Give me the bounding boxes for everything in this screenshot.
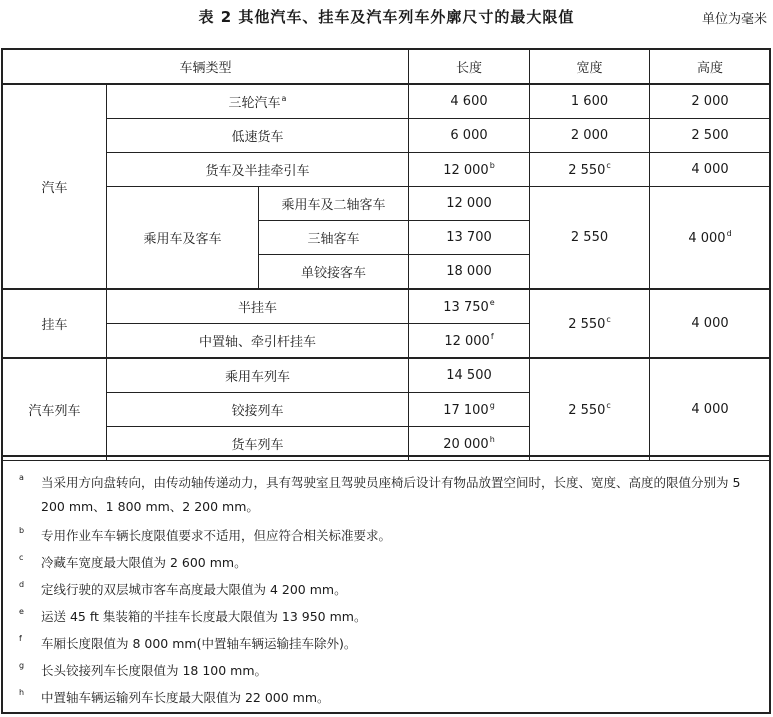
footnote-item: a 当采用方向盘转向，由传动轴传递动力，具有驾驶室且驾驶员座椅后设计有物品放置空间时，长度、宽度、高度的限值分别为 5 200 mm、1 800 mm、2 200 mm。 <box>41 471 753 519</box>
cell-height: 2 000 <box>650 84 771 119</box>
header-length: 长度 <box>409 50 530 85</box>
footnote-item: f 车厢长度限值为 8 000 mm(中置轴车辆运输挂车除外)。 <box>41 630 753 657</box>
footnote-item: h 中置轴车辆运输列车长度最大限值为 22 000 mm。 <box>41 684 753 711</box>
table-row <box>3 153 771 187</box>
footnote-mark: c <box>19 553 24 562</box>
footnote-item: e 运送 45 ft 集装箱的半挂车长度最大限值为 13 950 mm。 <box>41 603 753 630</box>
footnote-ref: c <box>606 161 611 170</box>
footnote-ref: f <box>490 332 494 341</box>
footnote-ref: b <box>489 161 495 170</box>
table-header-row <box>3 50 771 85</box>
footnote-ref: g <box>489 401 495 410</box>
footnote-mark: h <box>19 688 25 697</box>
footnote-item: d 定线行驶的双层城市客车高度最大限值为 4 200 mm。 <box>41 576 753 603</box>
footnote-mark: a <box>19 473 24 482</box>
group-trailer: 挂车 <box>3 289 107 358</box>
row-label: 三轮汽车$^a$ <box>107 84 409 119</box>
cell-width: 2 550$^c$ <box>530 289 650 358</box>
footnote-ref: d <box>726 229 732 238</box>
footnote-mark: e <box>19 607 24 616</box>
group-car: 汽车 <box>3 84 107 289</box>
cell-length: 13 750e <box>409 289 530 324</box>
row-label: 货车及半挂牵引车 <box>107 153 409 187</box>
table-row <box>3 119 771 153</box>
unit-label: 单位为毫米 <box>701 12 767 27</box>
row-label: 乘用车列车 <box>107 358 409 393</box>
footnote-mark: b <box>19 526 25 535</box>
footnote-ref: a <box>281 94 287 103</box>
row-label: 货车列车 <box>107 427 409 461</box>
row-label: 中置轴、牵引杆挂车 <box>107 324 409 359</box>
footnote-ref: h <box>489 435 495 444</box>
cell-length: 4 600 <box>409 84 530 119</box>
table-title: 表 2 其他汽车、挂车及汽车列车外廓尺寸的最大限值 <box>198 8 575 26</box>
cell-length: 12 000$^f$ <box>409 324 530 359</box>
cell-length: 12 000 <box>409 187 530 221</box>
cell-height: 4 000 <box>650 153 771 187</box>
row-label: 乘用车及二轴客车 <box>259 187 409 221</box>
footnote-mark: f <box>19 634 22 643</box>
group-train: 汽车列车 <box>3 358 107 461</box>
cell-height: 4 000$^d$ <box>650 187 771 290</box>
cell-height: 4 000 <box>650 289 771 358</box>
cell-length: 14 500 <box>409 358 530 393</box>
footnote-ref: c <box>606 401 611 410</box>
cell-width: 1 600 <box>530 84 650 119</box>
cell-width: 2 550$^c$ <box>530 153 650 187</box>
row-label: 单铰接客车 <box>259 255 409 290</box>
footnote-item: g 长头铰接列车长度限值为 18 100 mm。 <box>41 657 753 684</box>
row-label: 半挂车 <box>107 289 409 324</box>
header-height: 高度 <box>650 50 771 85</box>
table-row <box>3 289 771 324</box>
cell-length: 18 000 <box>409 255 530 290</box>
footnote-item: b 专用作业车车辆长度限值要求不适用，但应符合相关标准要求。 <box>41 522 753 549</box>
cell-width: 2 550 <box>530 187 650 290</box>
row-label: 低速货车 <box>107 119 409 153</box>
footnotes <box>2 455 770 713</box>
table-row <box>3 187 771 221</box>
cell-height: 2 500 <box>650 119 771 153</box>
cell-length: 6 000 <box>409 119 530 153</box>
header-width: 宽度 <box>530 50 650 85</box>
cell-width: 2 550$^c$ <box>530 358 650 461</box>
cell-length: 20 000$^h$ <box>409 427 530 461</box>
row-label: 三轴客车 <box>259 221 409 255</box>
footnote-item: c 冷藏车宽度最大限值为 2 600 mm。 <box>41 549 753 576</box>
cell-length: 17 100$^g$ <box>409 393 530 427</box>
subgroup-bus: 乘用车及客车 <box>107 187 259 290</box>
footnote-ref: e <box>489 298 495 307</box>
table-row <box>3 84 771 119</box>
footnote-mark: d <box>19 580 25 589</box>
footnote-mark: g <box>19 661 25 670</box>
row-label: 铰接列车 <box>107 393 409 427</box>
title-row <box>0 0 773 36</box>
cell-width: 2 000 <box>530 119 650 153</box>
dimension-table <box>2 49 771 461</box>
header-type: 车辆类型 <box>3 50 409 85</box>
cell-length: 12 000$^b$ <box>409 153 530 187</box>
cell-length: 13 700 <box>409 221 530 255</box>
table-row <box>3 358 771 393</box>
footnote-ref: c <box>606 315 611 324</box>
cell-height: 4 000 <box>650 358 771 461</box>
